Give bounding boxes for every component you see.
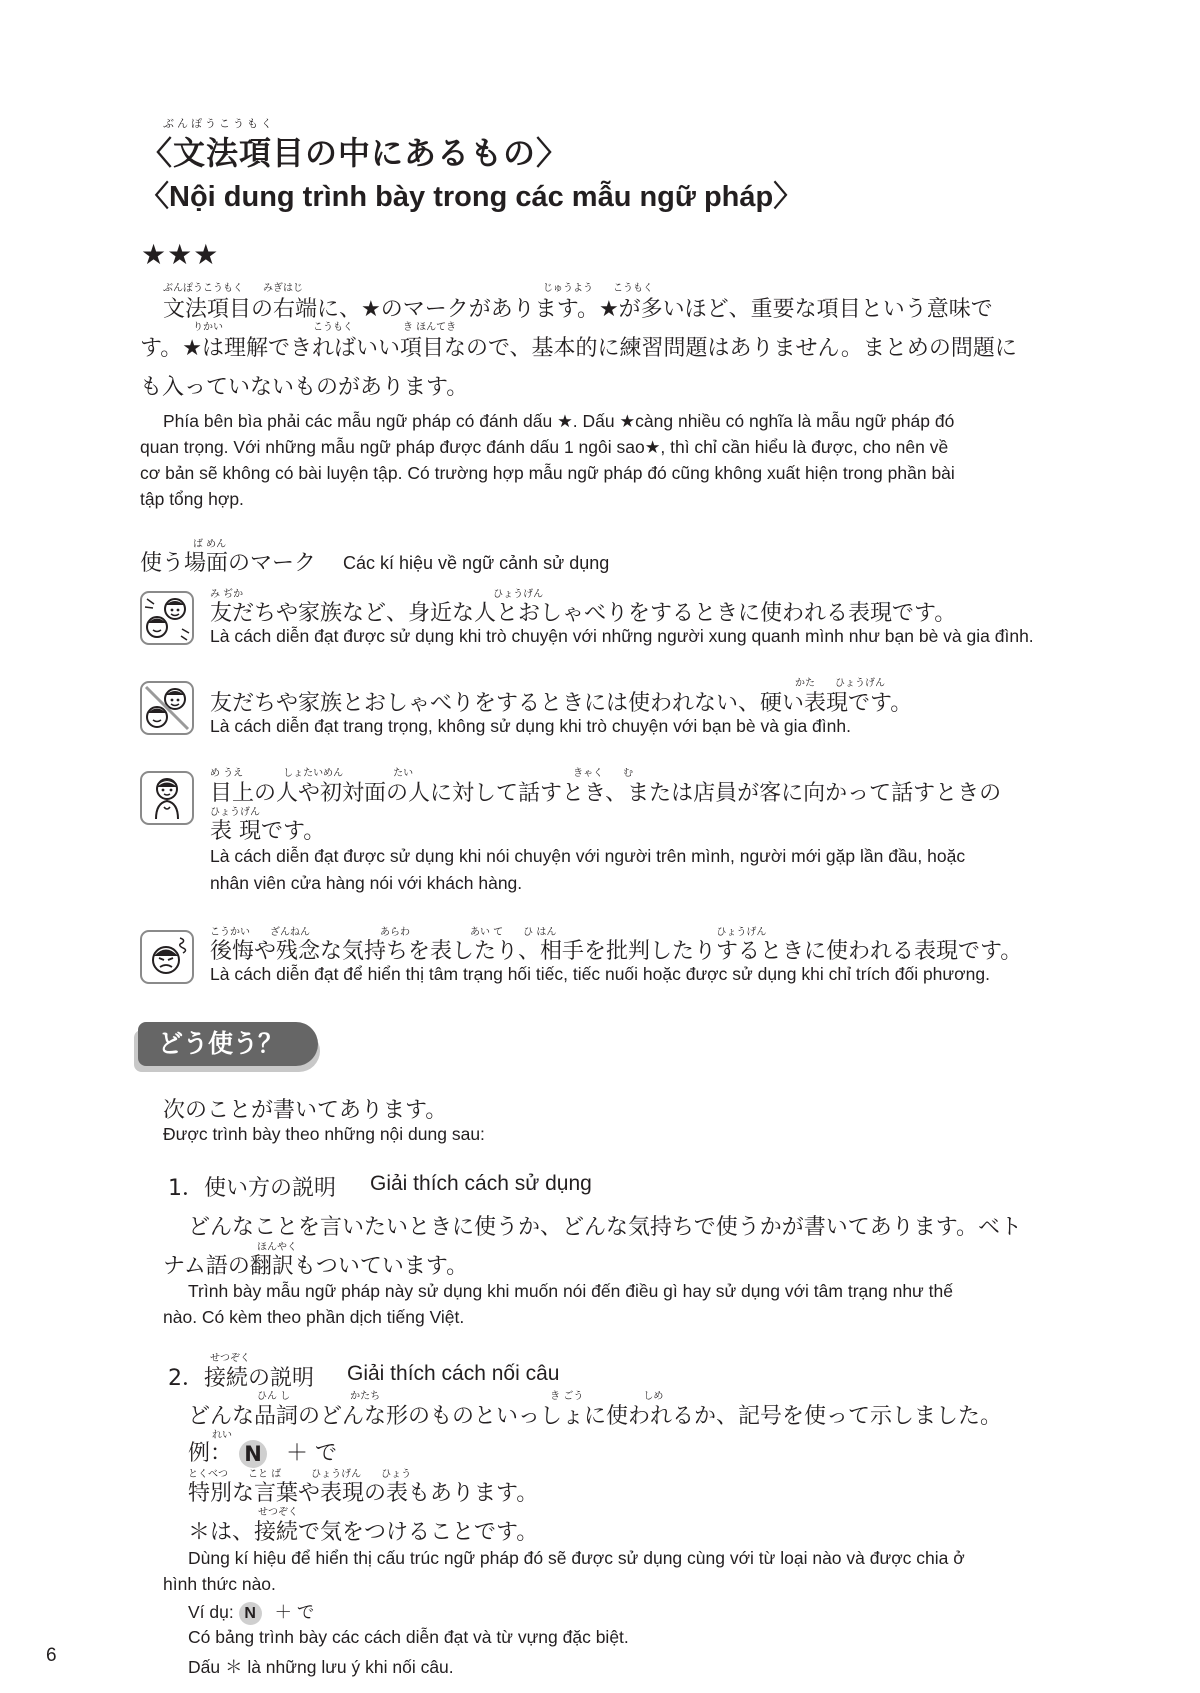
mark-4-vi: Là cách diễn đạt để hiển thị tâm trạng hối tiếc, tiếc nuối hoặc được sử dụng khi chỉ trích đối phương.	[210, 964, 990, 984]
marks-heading-ruby: ば めん	[193, 539, 227, 550]
item-2-line3-ruby: とくべつ こと ば ひょうげん ひょう	[188, 1469, 412, 1480]
stars-ruby-1: ぶんぽうこうもく みぎはじ じゅうよう こうもく	[163, 283, 653, 294]
vi-noun-badge: N	[239, 1602, 262, 1625]
mark-3-ruby: め うえ しょたいめん たい きゃく む	[210, 768, 634, 779]
item-2-example	[188, 1436, 337, 1468]
item-1-ja-1: どんなことを言いたいときに使うか、どんな気持ちで使うかが書いてあります。ベト	[188, 1215, 1023, 1240]
page-number: 6	[46, 1645, 57, 1666]
page-title-vi: 〈Nội dung trình bày trong các mẫu ngữ pháp〉	[140, 181, 803, 213]
item-2-line1-ja: どんな品詞のどんな形のものといっしょに使われるか、記号を使って示しました。	[188, 1404, 1003, 1429]
item-2-vi-example	[188, 1599, 314, 1625]
mark-3-ruby-2: ひょうげん	[210, 807, 260, 818]
page-title-ja: 〈文法項目の中にあるもの〉	[140, 134, 570, 172]
mark-3-ja-2: 表 現です。	[210, 819, 326, 844]
mark-3-ja-1: 目上の人や初対面の人に対して話すとき、または店員が客に向かって話すときの	[210, 781, 1002, 806]
mark-4-ja: 後悔や残念な気持ちを表したり、相手を批判したりするときに使われる表現です。	[210, 939, 1023, 964]
mark-2-ja: 友だちや家族とおしゃべりをするときには使われない、硬い表現です。	[210, 691, 913, 716]
item-2-line1-ruby: ひん し かたち き ごう しめ	[257, 1391, 664, 1402]
mark-1-vi: Là cách diễn đạt được sử dụng khi trò chuyện với những người xung quanh mình như bạn bè và gia đình.	[210, 626, 1034, 646]
item-2-heading-ruby: せつぞく	[210, 1353, 250, 1364]
stars-vi-line-3: cơ bản sẽ không có bài luyện tập. Có trường hợp mẫu ngữ pháp đó cũng không xuất hiện trong phần bài	[140, 463, 955, 483]
item-2-heading-vi: Giải thích cách nối câu	[347, 1362, 560, 1385]
noun-badge: N	[239, 1440, 267, 1468]
stars-vi-line-2: quan trọng. Với những mẫu ngữ pháp được đánh dấu 1 ngôi sao★, thì chỉ cần hiểu là được, cho nên về	[140, 437, 949, 457]
stars-heading: ★★★	[141, 238, 220, 271]
how-to-use-heading: どう使う？	[138, 1022, 318, 1066]
stars-ruby-2: りかい こうもく き ほんてき	[163, 322, 457, 333]
how-intro-vi: Được trình bày theo những nội dung sau:	[163, 1124, 485, 1144]
item-1-heading-vi: Giải thích cách sử dụng	[370, 1172, 592, 1195]
item-2-line3-ja: 特別な言葉や表現の表もあります。	[188, 1481, 539, 1506]
mark-1-ja: 友だちや家族など、身近な人とおしゃべりをするときに使われる表現です。	[210, 601, 957, 626]
mark-1-ruby: み ぢか ひょうげん	[210, 589, 544, 600]
stars-ja-line-3: も入っていないものがあります。	[140, 375, 469, 400]
item-2-line4-ruby: せつぞく	[258, 1507, 298, 1518]
polite-person-icon	[140, 771, 194, 825]
stars-ja-line-1: 文法項目の右端に、★のマークがあります。★が多いほど、重要な項目という意味で	[163, 297, 993, 322]
item-2-vi-1: Dùng kí hiệu để hiển thị cấu trúc ngữ pháp đó sẽ được sử dụng cùng với từ loại nào và được chia ở	[188, 1548, 965, 1568]
mark-4-ruby: こうかい ざんねん あらわ あい て ひ はん ひょうげん	[210, 927, 767, 938]
formal-no-chat-icon	[140, 681, 194, 735]
item-1-ja-2: ナム語の翻訳もついています。	[163, 1254, 469, 1279]
stars-ja-line-2: す。★は理解できればいい項目なので、基本的に練習問題はありません。まとめの問題に	[140, 336, 1017, 361]
mark-3-vi-2: nhân viên cửa hàng nói với khách hàng.	[210, 873, 523, 893]
item-1-ruby: ほんやく	[257, 1242, 297, 1253]
example-suffix: ＋ で	[286, 1441, 338, 1466]
regret-face-icon	[140, 930, 194, 984]
item-1-vi-2: nào. Có kèm theo phần dịch tiếng Việt.	[163, 1307, 465, 1327]
vi-example-suffix: ＋ で	[274, 1602, 315, 1622]
marks-heading-ja: 使う場面のマーク	[140, 551, 317, 576]
item-2-line4-ja: ＊は、接続で気をつけることです。	[188, 1520, 539, 1545]
mark-2-ruby: かた ひょうげん	[795, 678, 885, 689]
casual-chat-icon	[140, 591, 194, 645]
item-1-vi-1: Trình bày mẫu ngữ pháp này sử dụng khi muốn nói đến điều gì hay sử dụng với tâm trạng như thế	[188, 1281, 953, 1301]
example-prefix: 例：	[188, 1441, 233, 1466]
marks-heading-vi: Các kí hiệu về ngữ cảnh sử dụng	[343, 553, 610, 573]
item-2-example-ruby: れい	[212, 1430, 232, 1441]
item-2-vi-2: hình thức nào.	[163, 1574, 276, 1594]
mark-3-vi-1: Là cách diễn đạt được sử dụng khi nói chuyện với người trên mình, người mới gặp lần đầu, hoặc	[210, 846, 966, 866]
how-intro-ja: 次のことが書いてあります。	[163, 1098, 448, 1123]
item-2-vi-4: Dấu ＊ là những lưu ý khi nối câu.	[188, 1657, 454, 1677]
stars-vi-line-1: Phía bên bìa phải các mẫu ngữ pháp có đánh dấu ★. Dấu ★càng nhiều có nghĩa là mẫu ngữ pháp đó	[163, 411, 955, 431]
mark-2-vi: Là cách diễn đạt trang trọng, không sử dụng khi trò chuyện với bạn bè và gia đình.	[210, 716, 851, 736]
vi-example-prefix: Ví dụ:	[188, 1602, 234, 1622]
stars-vi-line-4: tập tổng hợp.	[140, 489, 244, 509]
item-2-vi-3: Có bảng trình bày các cách diễn đạt và từ vựng đặc biệt.	[188, 1627, 629, 1647]
item-1-heading-ja: 1．使い方の説明	[168, 1176, 336, 1201]
title-ruby: ぶんぽうこうもく	[163, 117, 275, 130]
item-2-heading-ja: 2．接続の説明	[168, 1366, 314, 1391]
